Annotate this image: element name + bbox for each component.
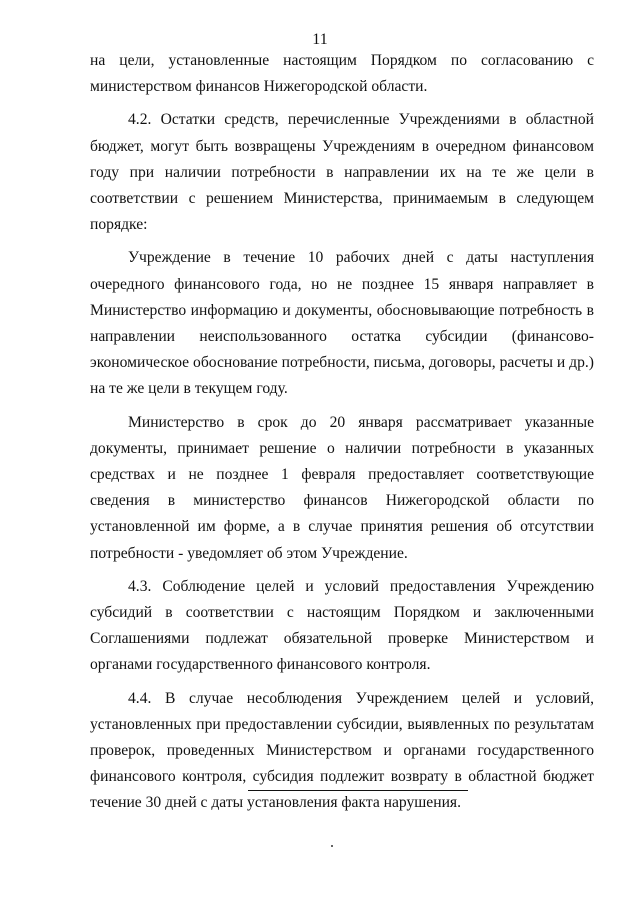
document-body (90, 48, 594, 824)
end-divider (248, 790, 468, 791)
paragraph-4-3: 4.3. Соблюдение целей и условий предоставления Учреждению субсидий в соответствии с настоящим Порядком и заключенными Соглашениями подлежат обязательной проверке Министерством и органами государственного финансового контроля. (90, 577, 594, 674)
paragraph-ministry-procedure: Министерство в срок до 20 января рассматривает указанные документы, принимает решение о наличии потребности в указанных средствах и не позднее 1 февраля предоставляет соответствующие сведения в министерство финансов Нижегородской области по установленной им форме, а в случае принятия решения об отсутствии потребности - уведомляет об этом Учреждение. (90, 413, 594, 562)
paragraph-continuation: на цели, установленные настоящим Порядком по согласованию с министерством финансов Нижегородской области. (90, 52, 594, 96)
page-number: 11 (312, 31, 328, 48)
paragraph-4-2: 4.2. Остатки средств, перечисленные Учреждениями в областной бюджет, могут быть возвращены Учреждениям в очередном финансовом году при наличии потребности в направлении их на те же цели в соответствии с решением Министерства, принимаемым в следующем порядке: (90, 111, 594, 234)
paragraph-institution-procedure: Учреждение в течение 10 рабочих дней с даты наступления очередного финансового года, но не позднее 15 января направляет в Министерство информацию и документы, обосновывающие потребность в направлении неиспользованного остатка субсидии (финансово-экономическое обоснование потребности, письма, договоры, расчеты и др.) на те же цели в текущем году. (90, 249, 594, 398)
paragraph-4-4: 4.4. В случае несоблюдения Учреждением целей и условий, установленных при предоставлении субсидии, выявленных по результатам проверок, проведенных Министерством и органами государственного финансового контроля, субсидия подлежит возврату в областной бюджет течение 30 дней с даты установления факта нарушения. (90, 689, 594, 812)
scan-speck (331, 845, 333, 847)
